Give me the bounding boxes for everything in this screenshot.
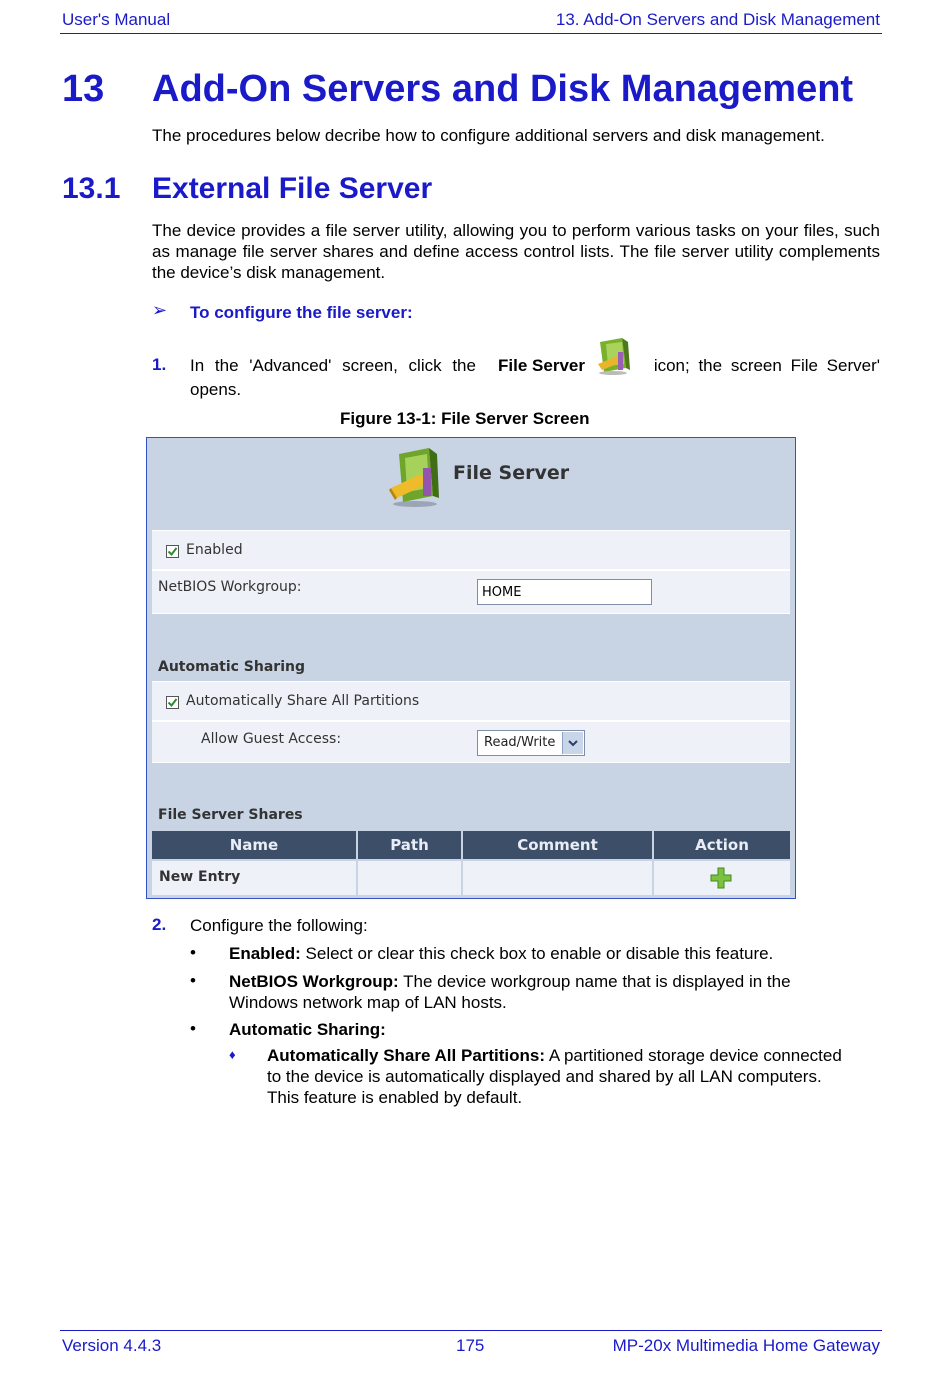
sub-bullet-term: Automatically Share All Partitions:	[267, 1046, 546, 1065]
bullet-workgroup-text-2: Windows network map of LAN hosts.	[229, 993, 507, 1012]
bullet-auto-sharing-term: Automatic Sharing:	[229, 1020, 386, 1039]
running-header-right: 13. Add-On Servers and Disk Management	[555, 10, 880, 29]
chapter-intro: The procedures below decribe how to configure additional servers and disk management.	[152, 126, 825, 145]
step1-bold: File Server	[498, 356, 585, 375]
table-cell-path	[358, 861, 461, 895]
section-number: 13.1	[62, 172, 121, 205]
bullet-auto-sharing	[229, 1019, 386, 1040]
bullet-dot-icon: •	[190, 943, 196, 962]
bullet-enabled-term: Enabled:	[229, 944, 301, 963]
guest-access-row	[152, 721, 790, 763]
bullet-enabled	[229, 943, 773, 964]
table-cell-comment	[463, 861, 652, 895]
file-server-title: File Server	[453, 462, 570, 484]
guest-access-label: Allow Guest Access:	[201, 731, 342, 747]
enabled-checkbox[interactable]	[166, 545, 179, 558]
auto-share-row	[152, 681, 790, 721]
bullet-workgroup-term: NetBIOS Workgroup:	[229, 972, 399, 991]
step1-text-b: icon; the screen File Server'	[653, 356, 880, 375]
footer-version: Version 4.4.3	[62, 1336, 162, 1355]
header-rule	[60, 33, 882, 34]
column-header-comment: Comment	[463, 831, 652, 859]
file-server-icon	[592, 334, 634, 376]
footer-rule	[60, 1330, 882, 1331]
column-header-name: Name	[152, 831, 356, 859]
column-header-path: Path	[358, 831, 461, 859]
guest-access-select[interactable]	[477, 730, 585, 756]
arrow-bullet-icon: ➢	[152, 300, 168, 320]
auto-share-label: Automatically Share All Partitions	[186, 693, 420, 709]
auto-share-checkbox[interactable]	[166, 696, 179, 709]
bullet-dot-icon: •	[190, 1019, 196, 1038]
step1-line	[190, 355, 585, 376]
step2-text: Configure the following:	[190, 916, 368, 935]
chapter-title: Add-On Servers and Disk Management	[152, 68, 854, 110]
enabled-label: Enabled	[186, 542, 243, 558]
running-header-left: User's Manual	[62, 10, 171, 29]
chevron-down-icon[interactable]	[562, 732, 583, 754]
sub-bullet-auto-share	[267, 1045, 842, 1108]
table-row	[152, 861, 356, 895]
diamond-bullet-icon: ♦	[229, 1047, 236, 1062]
file-server-title-icon	[385, 444, 443, 508]
add-icon[interactable]	[710, 867, 732, 889]
column-header-action: Action	[654, 831, 790, 859]
figure-caption: Figure 13-1: File Server Screen	[340, 409, 590, 428]
shares-title: File Server Shares	[158, 807, 303, 823]
sub-bullet-text: A partitioned storage device connected	[545, 1046, 842, 1065]
sub-bullet-text-2: to the device is automatically displayed and shared by all LAN computers.	[267, 1067, 822, 1086]
step-number: 1.	[152, 355, 167, 374]
file-server-screen	[146, 437, 796, 899]
table-cell-action	[654, 861, 790, 895]
bullet-dot-icon: •	[190, 971, 196, 990]
step-number-2: 2.	[152, 915, 167, 934]
new-entry-label[interactable]: New Entry	[159, 869, 241, 885]
bullet-workgroup	[229, 971, 791, 1013]
workgroup-input[interactable]	[477, 579, 652, 605]
footer-product: MP-20x Multimedia Home Gateway	[612, 1336, 880, 1355]
enabled-row	[152, 530, 790, 570]
sub-bullet-text-3: This feature is enabled by default.	[267, 1088, 523, 1107]
guest-access-value: Read/Write	[484, 735, 556, 750]
workgroup-label: NetBIOS Workgroup:	[158, 579, 302, 595]
step1-text-a: In the 'Advanced' screen, click the	[190, 356, 476, 375]
bullet-workgroup-text: The device workgroup name that is displayed in the	[398, 972, 791, 991]
workgroup-row	[152, 570, 790, 614]
page-number: 175	[456, 1336, 485, 1355]
step1-text-c: opens.	[190, 380, 242, 399]
chapter-number: 13	[62, 68, 105, 110]
section-title: External File Server	[152, 172, 433, 205]
bullet-enabled-text: Select or clear this check box to enable or disable this feature.	[300, 944, 774, 963]
section-body: The device provides a file server utility, allowing you to perform various tasks on your files, such as manage file server shares and define access control lists. The file server utility complements the device’s disk management.	[152, 221, 880, 282]
procedure-heading: To configure the file server:	[190, 303, 413, 322]
auto-sharing-title: Automatic Sharing	[158, 659, 305, 675]
